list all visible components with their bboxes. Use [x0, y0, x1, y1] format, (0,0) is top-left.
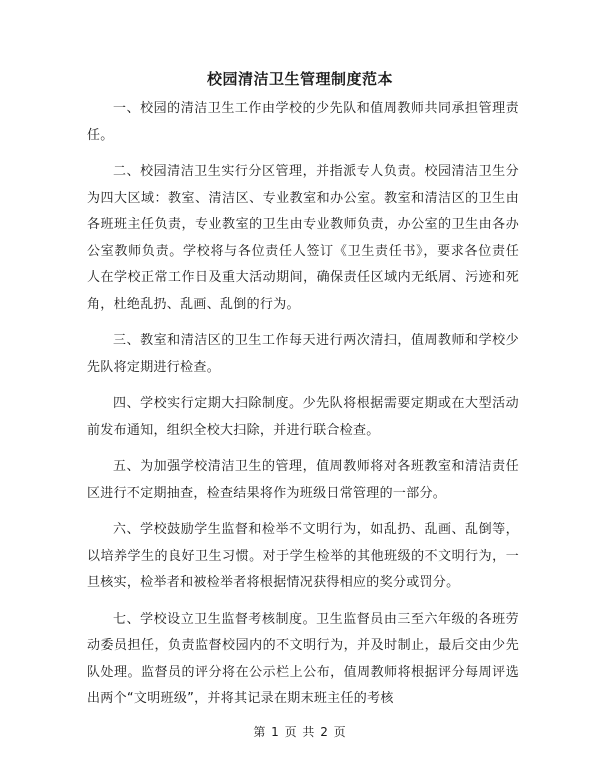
document-title: 校园清洁卫生管理制度范本 — [206, 70, 393, 88]
page-number-footer: 第 1 页 共 2 页 — [253, 725, 347, 739]
paragraph-6: 六、学校鼓励学生监督和检举不文明行为，如乱扔、乱画、乱倒等，以培养学生的良好卫生习惯。对于学生检举的其他班级的不文明行为，一旦核实，检举者和被检举者将根据情况获得相应的奖分或罚分。 — [87, 522, 519, 590]
document-body — [87, 96, 519, 723]
paragraph-3: 三、教室和清洁区的卫生工作每天进行两次清扫，值周教师和学校少先队将定期进行检查。 — [87, 333, 519, 375]
paragraph-7: 七、学校设立卫生监督考核制度。卫生监督员由三至六年级的各班劳动委员担任，负责监督校园内的不文明行为，并及时制止，最后交由少先队处理。监督员的评分将在公示栏上公布，值周教师将根据评分每周评选出两个“文明班级”，并将其记录在期末班主任的考核 — [87, 611, 519, 706]
paragraph-5: 五、为加强学校清洁卫生的管理，值周教师将对各班教室和清洁责任区进行不定期抽查，检查结果将作为班级日常管理的一部分。 — [87, 459, 519, 501]
paragraph-2: 二、校园清洁卫生实行分区管理，并指派专人负责。校园清洁卫生分为四大区域：教室、清洁区、专业教室和办公室。教室和清洁区的卫生由各班班主任负责，专业教室的卫生由专业教师负责，办公室的卫生由各办公室教师负责。学校将与各位责任人签订《卫生责任书》，要求各位责任人在学校正常工作日及重大活动期间，确保责任区域内无纸屑、污迹和死角，杜绝乱扔、乱画、乱倒的行为。 — [87, 164, 519, 312]
paragraph-1: 一、校园的清洁卫生工作由学校的少先队和值周教师共同承担管理责任。 — [87, 101, 519, 143]
paragraph-4: 四、学校实行定期大扫除制度。少先队将根据需要定期或在大型活动前发布通知，组织全校大扫除，并进行联合检查。 — [87, 396, 519, 438]
